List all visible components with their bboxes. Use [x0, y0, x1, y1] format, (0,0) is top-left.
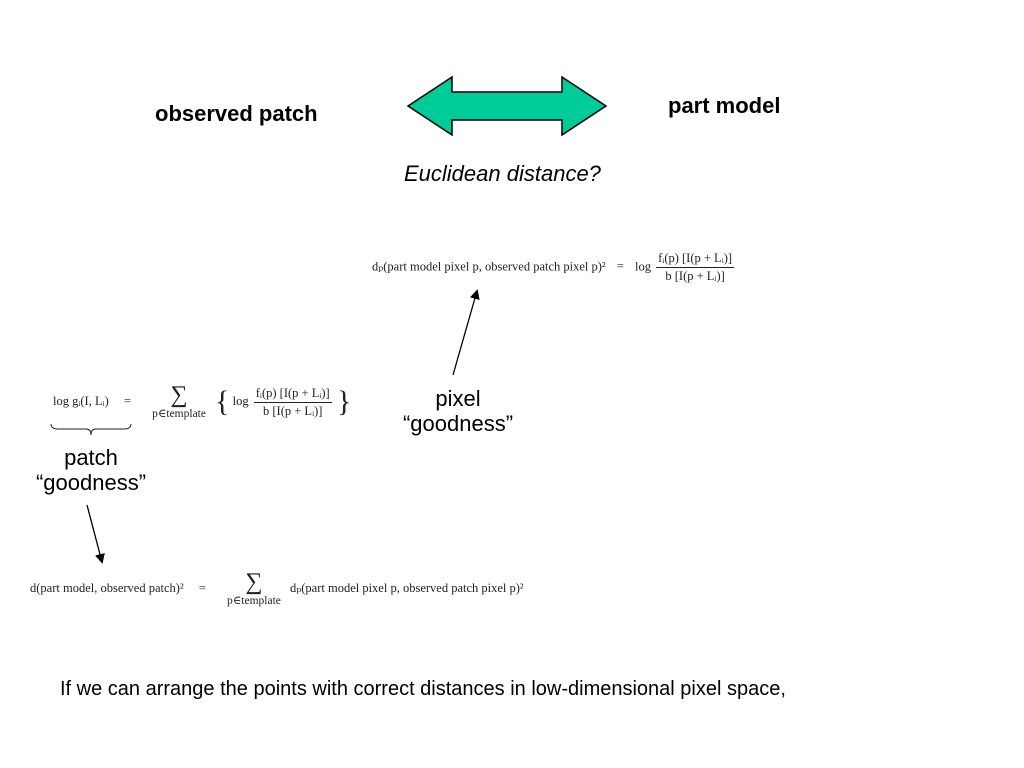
eq3-sum-subscript: p∈template [227, 595, 281, 607]
eq2-fraction [254, 386, 332, 419]
pixel-goodness-line2: “goodness” [402, 411, 514, 436]
log-g-equation [53, 384, 351, 420]
eq1-equals: = [616, 259, 624, 274]
pixel-goodness-callout [392, 386, 524, 436]
double-arrow [405, 74, 610, 140]
eq2-sum-subscript: p∈template [152, 408, 206, 420]
observed-patch-label: observed patch [155, 101, 318, 126]
eq2-sigma: ∑ [170, 382, 188, 408]
eq3-rhs: dₚ(part model pixel p, observed patch pixel p)² [290, 580, 524, 595]
bottom-sentence: If we can arrange the points with correct distances in low-dimensional pixel space, [60, 678, 786, 700]
eq1-fraction [656, 251, 734, 284]
eq2-left-brace: { [215, 385, 230, 418]
patch-goodness-line1: patch [64, 445, 118, 470]
part-model-label: part model [668, 93, 781, 118]
eq2-numerator: fᵢ(p) [I(p + Lᵢ)] [254, 386, 332, 403]
underbrace [50, 423, 132, 437]
eq2-equals: = [123, 393, 131, 408]
eq2-summation [152, 384, 206, 420]
eq1-lhs: dₚ(part model pixel p, observed patch pixel p)² [372, 259, 606, 274]
eq2-lhs: log gᵢ(I, Lᵢ) [53, 393, 109, 408]
eq1-log: log [635, 259, 651, 274]
eq3-sigma: ∑ [245, 569, 263, 595]
eq3-lhs: d(part model, observed patch)² [30, 580, 184, 595]
pixel-distance-equation [372, 251, 736, 284]
eq2-right-brace: } [336, 385, 352, 418]
patch-goodness-arrow [87, 505, 102, 562]
pixel-goodness-arrow [453, 291, 477, 375]
patch-distance-equation [30, 571, 524, 607]
double-arrow-shape [408, 77, 606, 135]
eq2-denominator: b [I(p + Lᵢ)] [263, 403, 323, 418]
euclidean-distance-question: Euclidean distance? [404, 161, 601, 186]
eq1-denominator: b [I(p + Lᵢ)] [665, 269, 725, 283]
eq3-equals: = [198, 580, 206, 595]
patch-goodness-line2: “goodness” [35, 470, 147, 495]
eq1-numerator: fᵢ(p) [I(p + Lᵢ)] [656, 251, 734, 268]
eq3-summation [227, 571, 281, 607]
eq2-log: log [232, 393, 249, 408]
patch-goodness-callout [22, 445, 160, 495]
pixel-goodness-line1: pixel [435, 386, 481, 411]
